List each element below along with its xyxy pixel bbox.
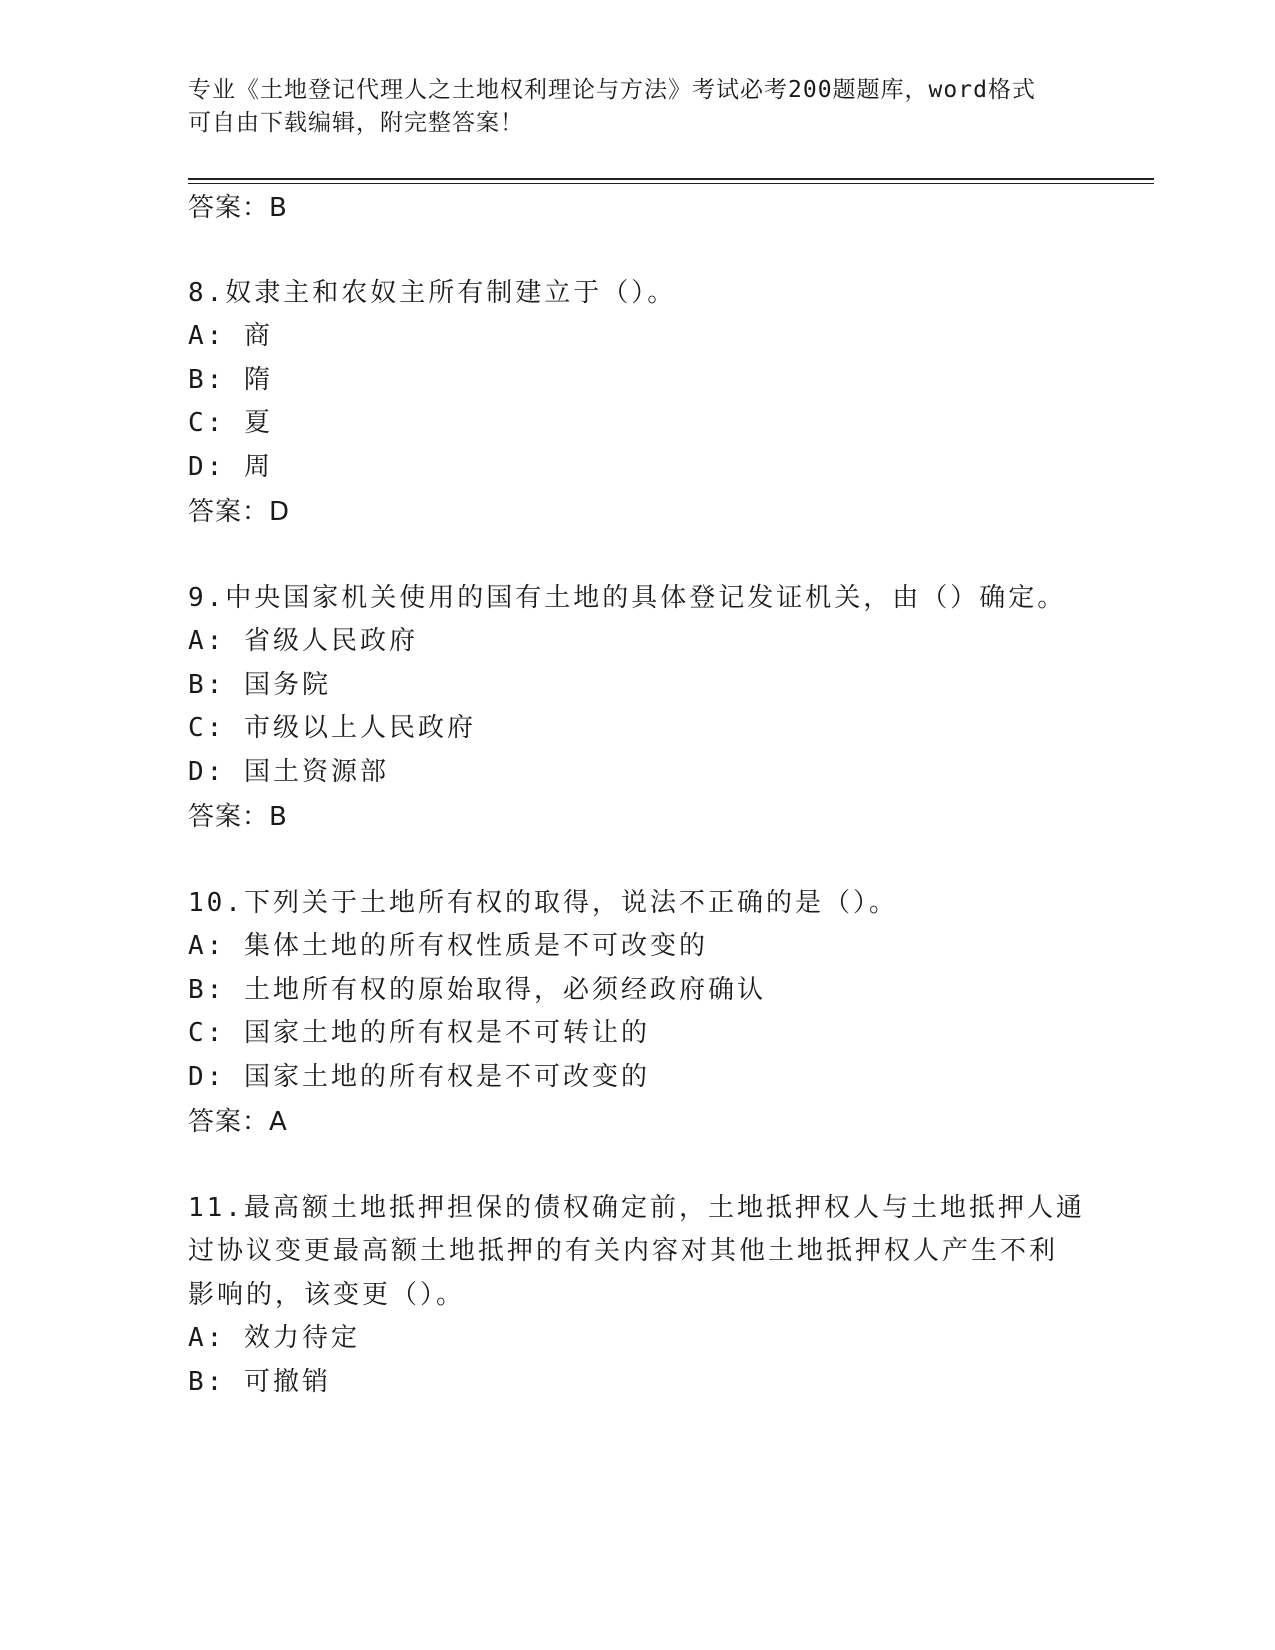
question-10-option-a: A: 集体土地的所有权性质是不可改变的 (188, 931, 708, 961)
question-8-option-a: A: 商 (188, 321, 273, 351)
question-11-option-a: A: 效力待定 (188, 1323, 360, 1353)
question-8-option-b: B: 隋 (188, 365, 273, 395)
question-8-option-d: D: 周 (188, 452, 273, 482)
question-10-answer: 答案：A (188, 1107, 288, 1137)
question-9-option-d: D: 国土资源部 (188, 757, 389, 787)
header-line-1: 专业《土地登记代理人之土地权利理论与方法》考试必考200题题库，word格式 (188, 77, 1036, 103)
answer-previous: 答案：B (188, 193, 288, 223)
header-divider (188, 178, 1154, 184)
question-11-option-b: B: 可撤销 (188, 1367, 331, 1397)
question-11-stem-line-3: 影响的，该变更（）。 (188, 1280, 466, 1310)
question-8-option-c: C: 夏 (188, 408, 273, 438)
question-9-option-a: A: 省级人民政府 (188, 626, 418, 656)
question-10-option-b: B: 土地所有权的原始取得，必须经政府确认 (188, 975, 766, 1005)
question-8-stem: 8.奴隶主和农奴主所有制建立于（）。 (188, 278, 677, 308)
header-line-2: 可自由下载编辑，附完整答案！ (188, 110, 524, 136)
question-9-answer: 答案：B (188, 802, 288, 832)
question-9-option-b: B: 国务院 (188, 670, 331, 700)
question-8-answer: 答案：D (188, 497, 291, 527)
question-10-stem: 10.下列关于土地所有权的取得，说法不正确的是（）。 (188, 888, 898, 918)
question-9-option-c: C: 市级以上人民政府 (188, 713, 476, 743)
question-9-stem: 9.中央国家机关使用的国有土地的具体登记发证机关，由（）确定。 (188, 583, 1067, 613)
question-10-option-c: C: 国家土地的所有权是不可转让的 (188, 1018, 650, 1048)
question-11-stem-line-1: 11.最高额土地抵押担保的债权确定前，土地抵押权人与土地抵押人通 (188, 1193, 1085, 1223)
document-header (188, 74, 1068, 140)
question-10-option-d: D: 国家土地的所有权是不可改变的 (188, 1062, 650, 1092)
question-11-stem-line-2: 过协议变更最高额土地抵押的有关内容对其他土地抵押权人产生不利 (188, 1236, 1059, 1266)
